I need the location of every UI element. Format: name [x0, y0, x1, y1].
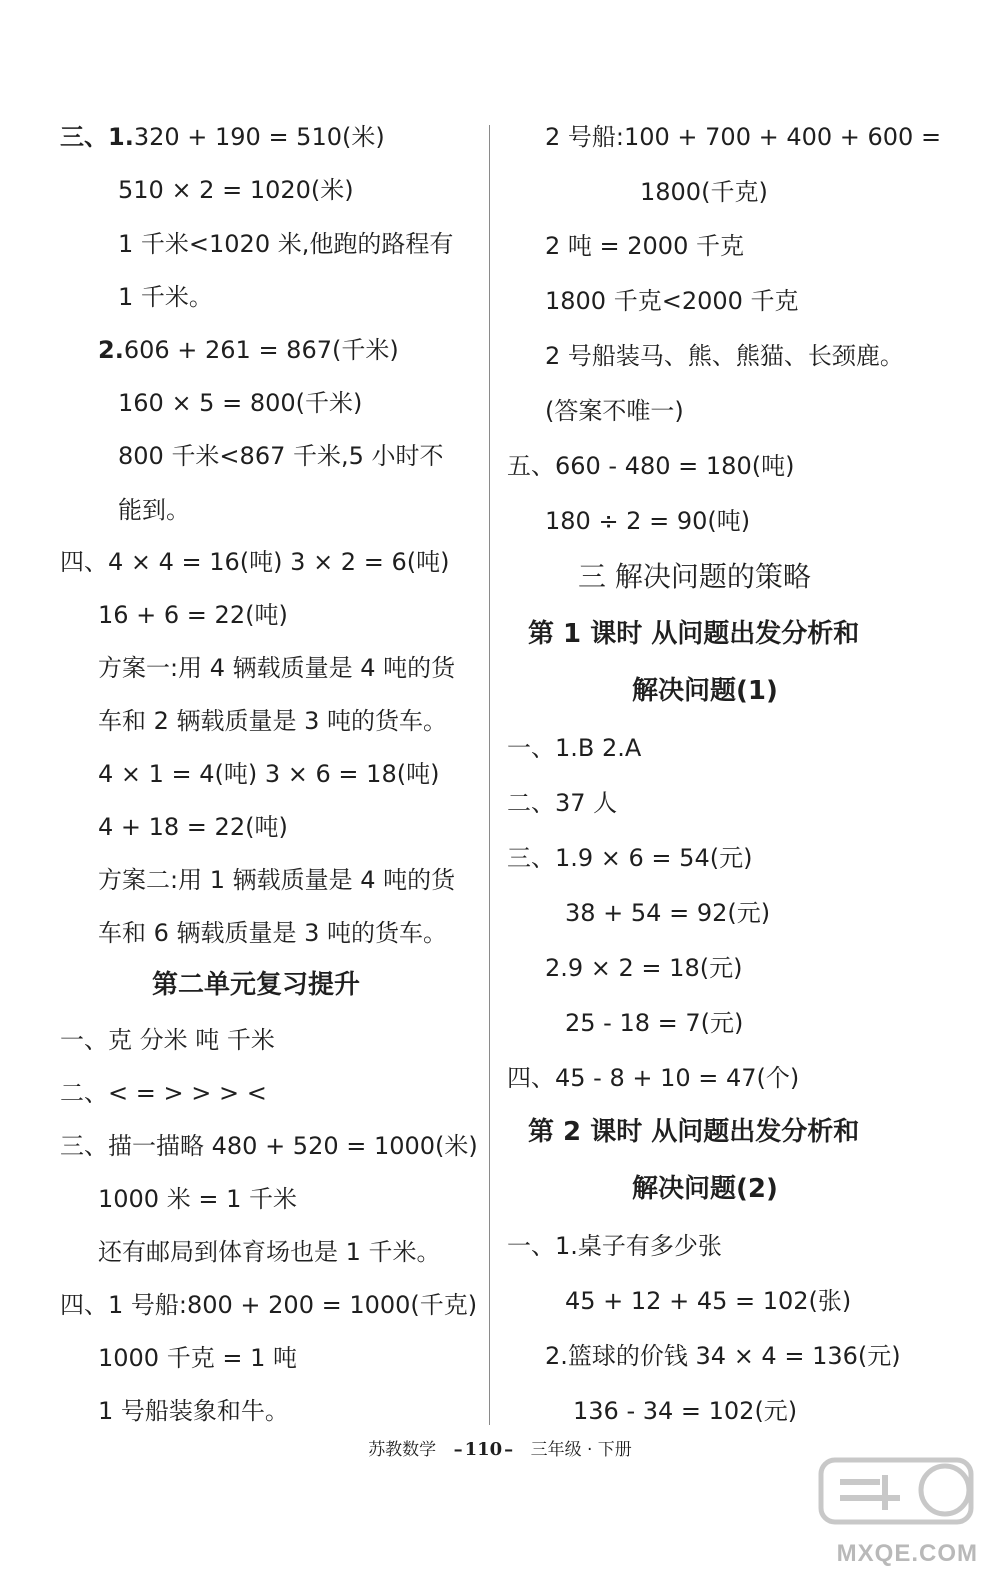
answer-line: 160 × 5 = 800(千米) [118, 389, 363, 417]
answer-line: 三、描一描略 480 + 520 = 1000(米) [60, 1132, 478, 1160]
answer-line: 能到。 [118, 496, 190, 524]
answer-line: 510 × 2 = 1020(米) [118, 176, 354, 204]
answer-line: 1 千米。 [118, 283, 213, 311]
answer-line: 2 号船装马、熊、熊猫、长颈鹿。 [545, 342, 904, 370]
answer-line: 25 - 18 = 7(元) [565, 1009, 744, 1037]
footer-grade: 三年级 · 下册 [530, 1440, 632, 1460]
answer-line: 1000 千克 = 1 吨 [98, 1344, 297, 1372]
watermark-text: MXQE.COM [836, 1540, 978, 1567]
answer-line: 2.篮球的价钱 34 × 4 = 136(元) [545, 1342, 901, 1370]
answer-line: 四、4 × 4 = 16(吨) 3 × 2 = 6(吨) [60, 548, 450, 576]
lesson-heading: 第 2 课时 从问题出发分析和 [528, 1117, 860, 1147]
answer-line: 车和 6 辆载质量是 3 吨的货车。 [98, 919, 448, 947]
answer-line: 1800 千克<2000 千克 [545, 287, 799, 315]
answer-line: 二、37 人 [507, 789, 618, 817]
answer-line: 45 + 12 + 45 = 102(张) [565, 1287, 852, 1315]
answer-line: 一、1.桌子有多少张 [507, 1232, 722, 1260]
answer-line: 一、克 分米 吨 千米 [60, 1026, 275, 1054]
answer-line: 三、1.320 + 190 = 510(米) [60, 123, 385, 151]
footer-subject: 苏教数学 [368, 1440, 437, 1460]
answer-line: 136 - 34 = 102(元) [573, 1397, 798, 1425]
answer-line: 1 千米<1020 米,他跑的路程有 [118, 230, 454, 258]
answer-line: 方案二:用 1 辆载质量是 4 吨的货 [98, 866, 456, 894]
chapter-heading: 三 解决问题的策略 [578, 560, 811, 593]
answer-line: 五、660 - 480 = 180(吨) [507, 452, 795, 480]
answer-line: 2 吨 = 2000 千克 [545, 232, 744, 260]
answer-line: 三、1.9 × 6 = 54(元) [507, 844, 753, 872]
answer-line: 4 + 18 = 22(吨) [98, 813, 288, 841]
answer-line: 1 号船装象和牛。 [98, 1397, 289, 1425]
lesson-heading: 解决问题(1) [632, 676, 778, 706]
answer-line: 38 + 54 = 92(元) [565, 899, 771, 927]
answer-line: 4 × 1 = 4(吨) 3 × 6 = 18(吨) [98, 760, 440, 788]
answer-line: 2.606 + 261 = 867(千米) [98, 336, 399, 364]
lesson-heading: 第 1 课时 从问题出发分析和 [528, 619, 860, 649]
answer-line: (答案不唯一) [545, 397, 684, 425]
section-heading: 第二单元复习提升 [152, 970, 361, 1000]
answer-line: 一、1.B 2.A [507, 734, 642, 762]
answer-line: 2.9 × 2 = 18(元) [545, 954, 743, 982]
answer-line: 1000 米 = 1 千米 [98, 1185, 297, 1213]
page-number: – 110 – [453, 1439, 514, 1460]
answer-line: 16 + 6 = 22(吨) [98, 601, 288, 629]
answer-line: 四、1 号船:800 + 200 = 1000(千克) [60, 1291, 478, 1319]
answer-line: 180 ÷ 2 = 90(吨) [545, 507, 751, 535]
lesson-heading: 解决问题(2) [632, 1174, 778, 1204]
column-divider [489, 125, 490, 1425]
answer-line: 1800(千克) [640, 178, 768, 206]
answer-line: 还有邮局到体育场也是 1 千米。 [98, 1238, 441, 1266]
answer-line: 方案一:用 4 辆载质量是 4 吨的货 [98, 654, 456, 682]
answer-line: 四、45 - 8 + 10 = 47(个) [507, 1064, 800, 1092]
answer-line: 二、< = > > > < [60, 1079, 267, 1107]
answer-line: 2 号船:100 + 700 + 400 + 600 = [545, 123, 942, 151]
answer-line: 800 千米<867 千米,5 小时不 [118, 442, 444, 470]
answer-line: 车和 2 辆载质量是 3 吨的货车。 [98, 707, 448, 735]
